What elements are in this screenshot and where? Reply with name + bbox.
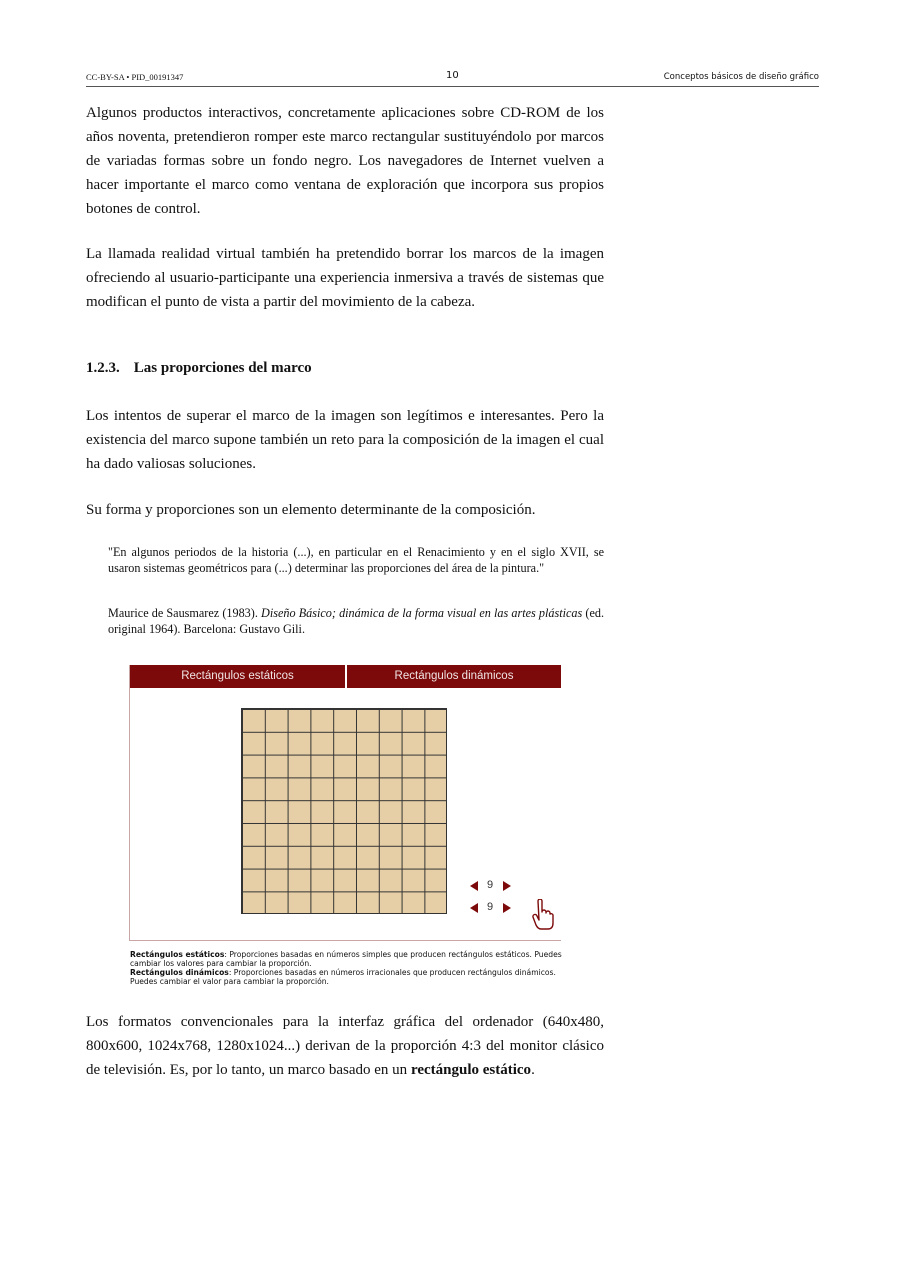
caption-dynamic-label: Rectángulos dinámicos	[130, 968, 229, 977]
section-number: 1.2.3.	[86, 360, 120, 376]
document-title: Conceptos básicos de diseño gráfico	[663, 72, 819, 82]
paragraph-form-proportions: Su forma y proporciones son un elemento determinante de la composición.	[86, 502, 536, 518]
paragraph-cdrom: Algunos productos interactivos, concretamente aplicaciones sobre CD-ROM de los años noventa, pretendieron romper este marco rectangular sustituyéndolo por marcos de variadas formas sobre un fondo negro. Los navegadores de Internet vuelven a hacer importante el marco como ventana de exploración que incorpora sus propios botones de control.	[86, 105, 604, 217]
section-title: Las proporciones del marco	[133, 360, 312, 376]
section-heading	[86, 360, 312, 377]
license-id: CC-BY-SA • PID_00191347	[86, 72, 184, 82]
citation-title: Diseño Básico; dinámica de la forma visual en las artes plásticas	[261, 606, 583, 620]
formats-text-end: .	[531, 1062, 535, 1078]
columns-value: 9	[486, 879, 494, 891]
citation-author: Maurice de Sausmarez (1983).	[108, 606, 262, 620]
rows-control	[470, 901, 514, 915]
citation-rest: (ed. original 1964). Barcelona: Gustavo Gili.	[108, 606, 605, 636]
page-header	[86, 70, 819, 87]
increase-rows-arrow-icon[interactable]	[503, 903, 511, 913]
quote-text: "En algunos periodos de la historia (...), en particular en el Renacimiento y en el siglo XVII, se usaron sistemas geométricos para (...) determinar las proporciones del área de la pintura."	[108, 545, 604, 575]
decrease-rows-arrow-icon[interactable]	[470, 903, 478, 913]
caption-static-text: : Proporciones basadas en números simples que producen rectángulos estáticos. Puedes cambiar los valores para cambiar la proporción.	[130, 950, 562, 968]
figure-caption	[130, 950, 570, 986]
formats-text: Los formatos convencionales para la interfaz gráfica del ordenador (640x480, 800x600, 1024x768, 1280x1024...) derivan de la proporción 4:3 del monitor clásico de televisión. Es, por lo tanto, un marco basado en un	[86, 1014, 604, 1078]
tab-dynamic-rectangles[interactable]: Rectángulos dinámicos	[394, 670, 514, 682]
caption-static-label: Rectángulos estáticos	[130, 950, 225, 959]
quote-citation	[108, 605, 604, 637]
proportion-grid	[241, 708, 447, 914]
proportions-figure	[129, 665, 561, 941]
caption-dynamic-text: : Proporciones basadas en números irracionales que producen rectángulos dinámicos. Puedes cambiar el valor para cambiar la proporción.	[130, 968, 556, 986]
hand-pointer-icon	[532, 899, 554, 931]
rows-value: 9	[486, 901, 494, 913]
tab-static-rectangles[interactable]: Rectángulos estáticos	[181, 670, 294, 682]
increase-columns-arrow-icon[interactable]	[503, 881, 511, 891]
page-number: 10	[446, 70, 459, 81]
static-rectangle-term: rectángulo estático	[410, 1062, 532, 1078]
paragraph-frame-limits: Los intentos de superar el marco de la imagen son legítimos e interesantes. Pero la existencia del marco supone también un reto para la composición de la imagen el cual ha dado valiosas soluciones.	[86, 408, 604, 472]
figure-tabs	[130, 665, 561, 688]
paragraph-screen-formats	[86, 1010, 604, 1082]
decrease-columns-arrow-icon[interactable]	[470, 881, 478, 891]
columns-control	[470, 879, 514, 893]
paragraph-virtual-reality: La llamada realidad virtual también ha pretendido borrar los marcos de la imagen ofreciendo al usuario-participante una experiencia inmersiva a través de sistemas que modifican el punto de vista a partir del movimiento de la cabeza.	[86, 246, 604, 310]
